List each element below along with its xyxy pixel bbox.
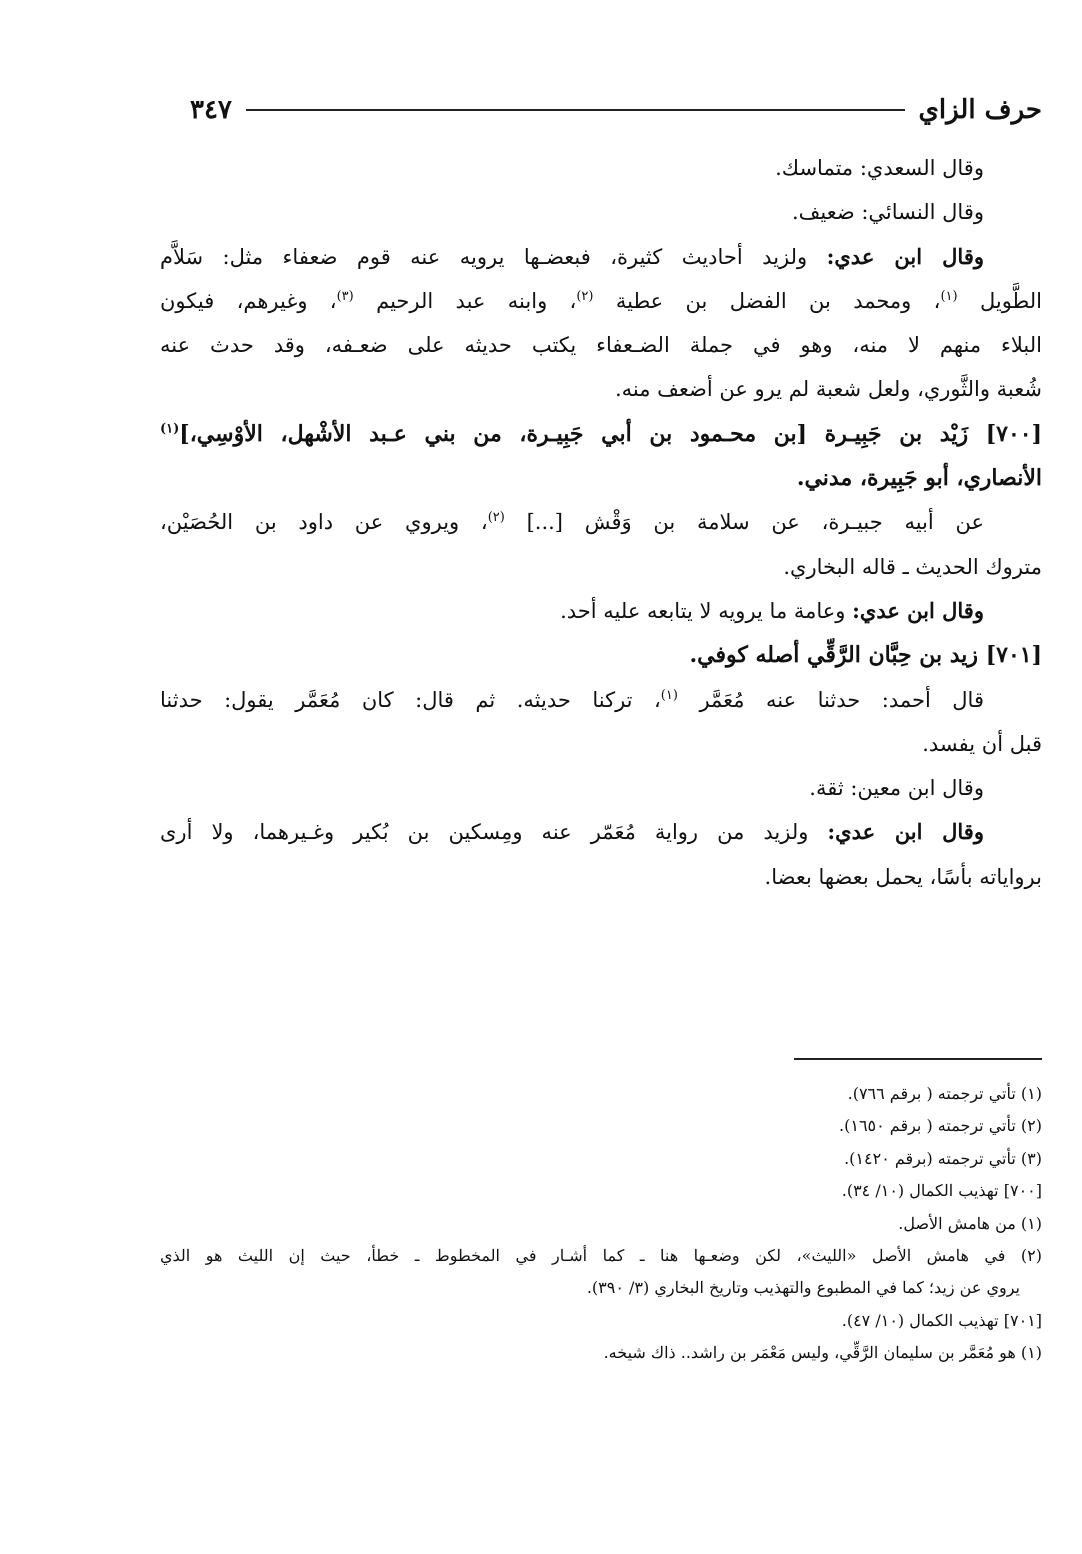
text-line: قال أحمد: حدثنا عنه مُعَمَّر $^{(١)}$، تركنا حديثه. ثم قال: كان مُعَمَّر يقول: حدثنا: [160, 687, 984, 712]
footnote-ref: (٢): [487, 510, 505, 526]
main-text: [160, 146, 1042, 899]
text-line: وقال ابن معين: ثقة.: [809, 776, 984, 801]
footnote: [٧٠١] تهذيب الكمال (١٠/ ٤٧).: [841, 1310, 1042, 1330]
footnote-ref: (١): [160, 421, 180, 437]
text-line: قبل أن يفسد.: [922, 731, 1042, 756]
header-rule: [246, 109, 905, 111]
section-title: حرف الزاي: [918, 95, 1042, 125]
footnote-continuation: يروي عن زيد؛ كما في المطبوع والتهذيب وتاريخ البخاري (٣/ ٣٩٠).: [586, 1278, 1020, 1298]
text-line: وقال ابن عدي: ولزيد من رواية مُعَمّر عنه ومِسكين بن بُكير وغـيرهما، ولا أرى: [160, 819, 984, 845]
text-line: عن أبيه جبيـرة، عن سلامة بن وَقْش [...] $^{(٢)}$، ويروي عن داود بن الحُصَيْن،: [160, 510, 984, 535]
text-line: الطَّويل $^{(١)}$، ومحمد بن الفضل بن عطية $^{(٢)}$، وابنه عبد الرحيم $^{(٣)}$، وغيرهم، فيكون: [160, 288, 1042, 313]
text-line: متروك الحديث ـ قاله البخاري.: [783, 554, 1042, 579]
text-line: وقال النسائي: ضعيف.: [791, 200, 984, 225]
text-line: برواياته بأسًا، يحمل بعضها بعضا.: [764, 864, 1042, 889]
footnote: (٣) تأتي ترجمته (برقم ١٤٢٠).: [844, 1148, 1042, 1168]
footnote: (١) تأتي ترجمته ( برقم ٧٦٦).: [847, 1084, 1042, 1103]
footnote: (٢) تأتي ترجمته ( برقم ١٦٥٠).: [839, 1116, 1042, 1136]
footnote: (٢) في هامش الأصل «الليث»، لكن وضعـها هنا ـ كما أشـار في المخطوط ـ خطأ، حيث إن الليث هو الذي: [160, 1246, 1042, 1266]
entry-heading-701: [٧٠١] زيد بن حِبَّان الرَّقِّي أصله كوفي.: [689, 642, 1042, 669]
text-line: شُعبة والثَّوري، ولعل شعبة لم يرو عن أضعف منه.: [614, 377, 1042, 402]
text-line: وقال السعدي: متماسك.: [775, 156, 984, 180]
page-number: ٣٤٧: [190, 95, 232, 125]
footnote-ref: (٢): [576, 288, 594, 304]
footnote-ref: (١): [660, 687, 678, 703]
text-line: وقال ابن عدي: ولزيد أحاديث كثيرة، فبعضـها يرويه عنه قوم ضعفاء مثل: سَلاَّم: [160, 243, 984, 269]
footnote: [٧٠٠] تهذيب الكمال (١٠/ ٣٤).: [841, 1181, 1042, 1201]
footnote-ref: (١): [940, 288, 958, 304]
speaker-label: وقال ابن عدي:: [827, 819, 984, 845]
page-content: [160, 88, 1042, 899]
entry-heading-700-cont: الأنصاري، أبو جَبِيرة، مدني.: [796, 465, 1042, 492]
footnote-separator: [794, 1058, 1042, 1060]
footnotes: [160, 1078, 1042, 1370]
footnote: (١) هو مُعَمَّر بن سليمان الرَّقِّي، وليس مَعْمَر بن راشد.. ذاك شيخه.: [603, 1343, 1042, 1363]
text-line: وقال ابن عدي: وعامة ما يرويه لا يتابعه عليه أحد.: [560, 597, 984, 623]
footnote-ref: (٣): [336, 288, 354, 304]
running-header: [160, 88, 1042, 132]
speaker-label: وقال ابن عدي:: [852, 597, 984, 623]
footnote: (١) من هامش الأصل.: [898, 1213, 1042, 1233]
entry-heading-700: [٧٠٠] زَيْد بن جَبِيـرة [بن محـمود بن أبي جَبِيـرة، من بني عـبد الأشْهل، الأوْسِي،]$^{(١)}$: [160, 420, 1042, 447]
speaker-label: وقال ابن عدي:: [826, 243, 984, 269]
text-line: البلاء منهم لا منه، وهو في جملة الضـعفاء يكتب حديثه على ضعـفه، وقد حدث عنه: [160, 333, 1042, 358]
